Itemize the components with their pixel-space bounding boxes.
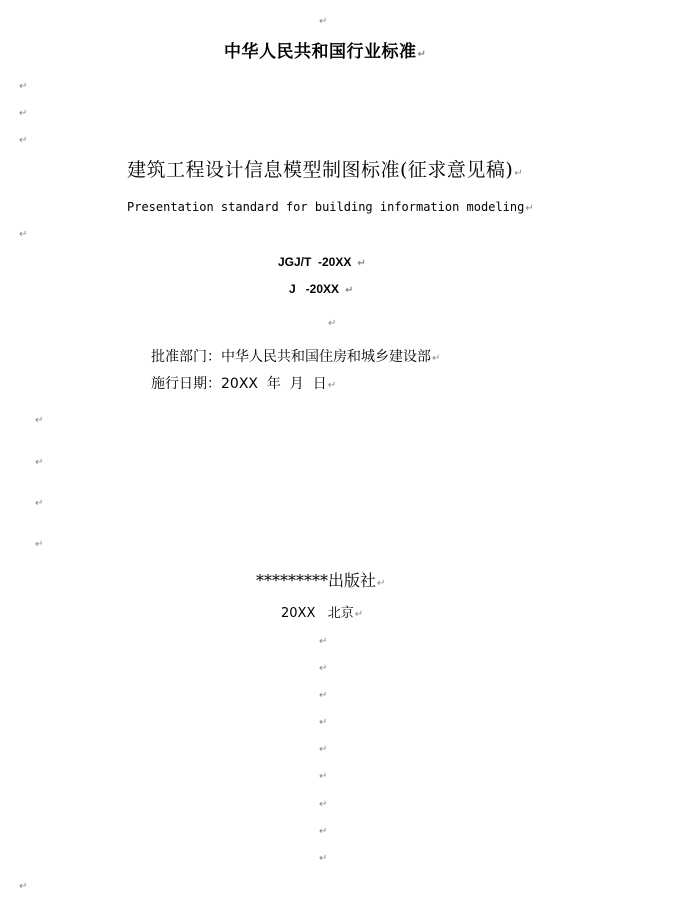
paragraph-mark: ↵ — [319, 771, 328, 782]
document-title-en — [127, 201, 534, 214]
document-title-cn — [127, 161, 523, 180]
publisher-name — [256, 573, 385, 589]
paragraph-mark: ↵ — [327, 380, 337, 391]
paragraph-mark: ↵ — [432, 353, 441, 364]
paragraph-mark: ↵ — [19, 881, 28, 892]
paragraph-mark: ↵ — [354, 609, 364, 620]
paragraph-mark: ↵ — [377, 578, 386, 589]
paragraph-mark: ↵ — [514, 168, 524, 179]
code-j-text: J -20XX — [289, 282, 340, 296]
approval-department — [151, 350, 440, 364]
publication-year-city — [281, 607, 363, 620]
paragraph-mark: ↵ — [319, 826, 328, 837]
standard-code-jgj — [278, 256, 366, 269]
paragraph-mark: ↵ — [35, 539, 44, 550]
year-city-text: 20XX 北京 — [281, 606, 354, 621]
paragraph-mark: ↵ — [319, 663, 328, 674]
paragraph-mark: ↵ — [35, 415, 44, 426]
paragraph-mark: ↵ — [417, 49, 427, 60]
paragraph-mark: ↵ — [357, 258, 366, 269]
title-en-text: Presentation standard for building information modeling — [127, 200, 525, 214]
paragraph-mark: ↵ — [19, 229, 28, 240]
paragraph-mark: ↵ — [319, 690, 328, 701]
paragraph-mark: ↵ — [319, 636, 328, 647]
publisher-text: *********出版社 — [256, 571, 377, 590]
paragraph-mark: ↵ — [319, 744, 328, 755]
paragraph-mark: ↵ — [319, 16, 328, 27]
category-text: 中华人民共和国行业标准 — [224, 42, 417, 62]
paragraph-mark: ↵ — [19, 81, 28, 92]
paragraph-mark: ↵ — [328, 318, 337, 329]
paragraph-mark: ↵ — [35, 498, 44, 509]
implementation-text: 施行日期：20XX 年 月 日 — [151, 376, 327, 392]
implementation-date — [151, 377, 336, 391]
paragraph-mark: ↵ — [19, 108, 28, 119]
paragraph-mark: ↵ — [319, 799, 328, 810]
paragraph-mark: ↵ — [35, 457, 44, 468]
approval-text: 批准部门：中华人民共和国住房和城乡建设部 — [151, 349, 431, 365]
standard-code-j — [289, 283, 353, 296]
standard-category-heading — [224, 44, 426, 61]
paragraph-mark: ↵ — [319, 717, 328, 728]
title-cn-text: 建筑工程设计信息模型制图标准(征求意见稿) — [127, 159, 514, 181]
paragraph-mark: ↵ — [19, 135, 28, 146]
paragraph-mark: ↵ — [525, 203, 534, 214]
paragraph-mark: ↵ — [319, 853, 328, 864]
paragraph-mark: ↵ — [345, 285, 354, 296]
code-jgj-text: JGJ/T -20XX — [278, 255, 352, 269]
